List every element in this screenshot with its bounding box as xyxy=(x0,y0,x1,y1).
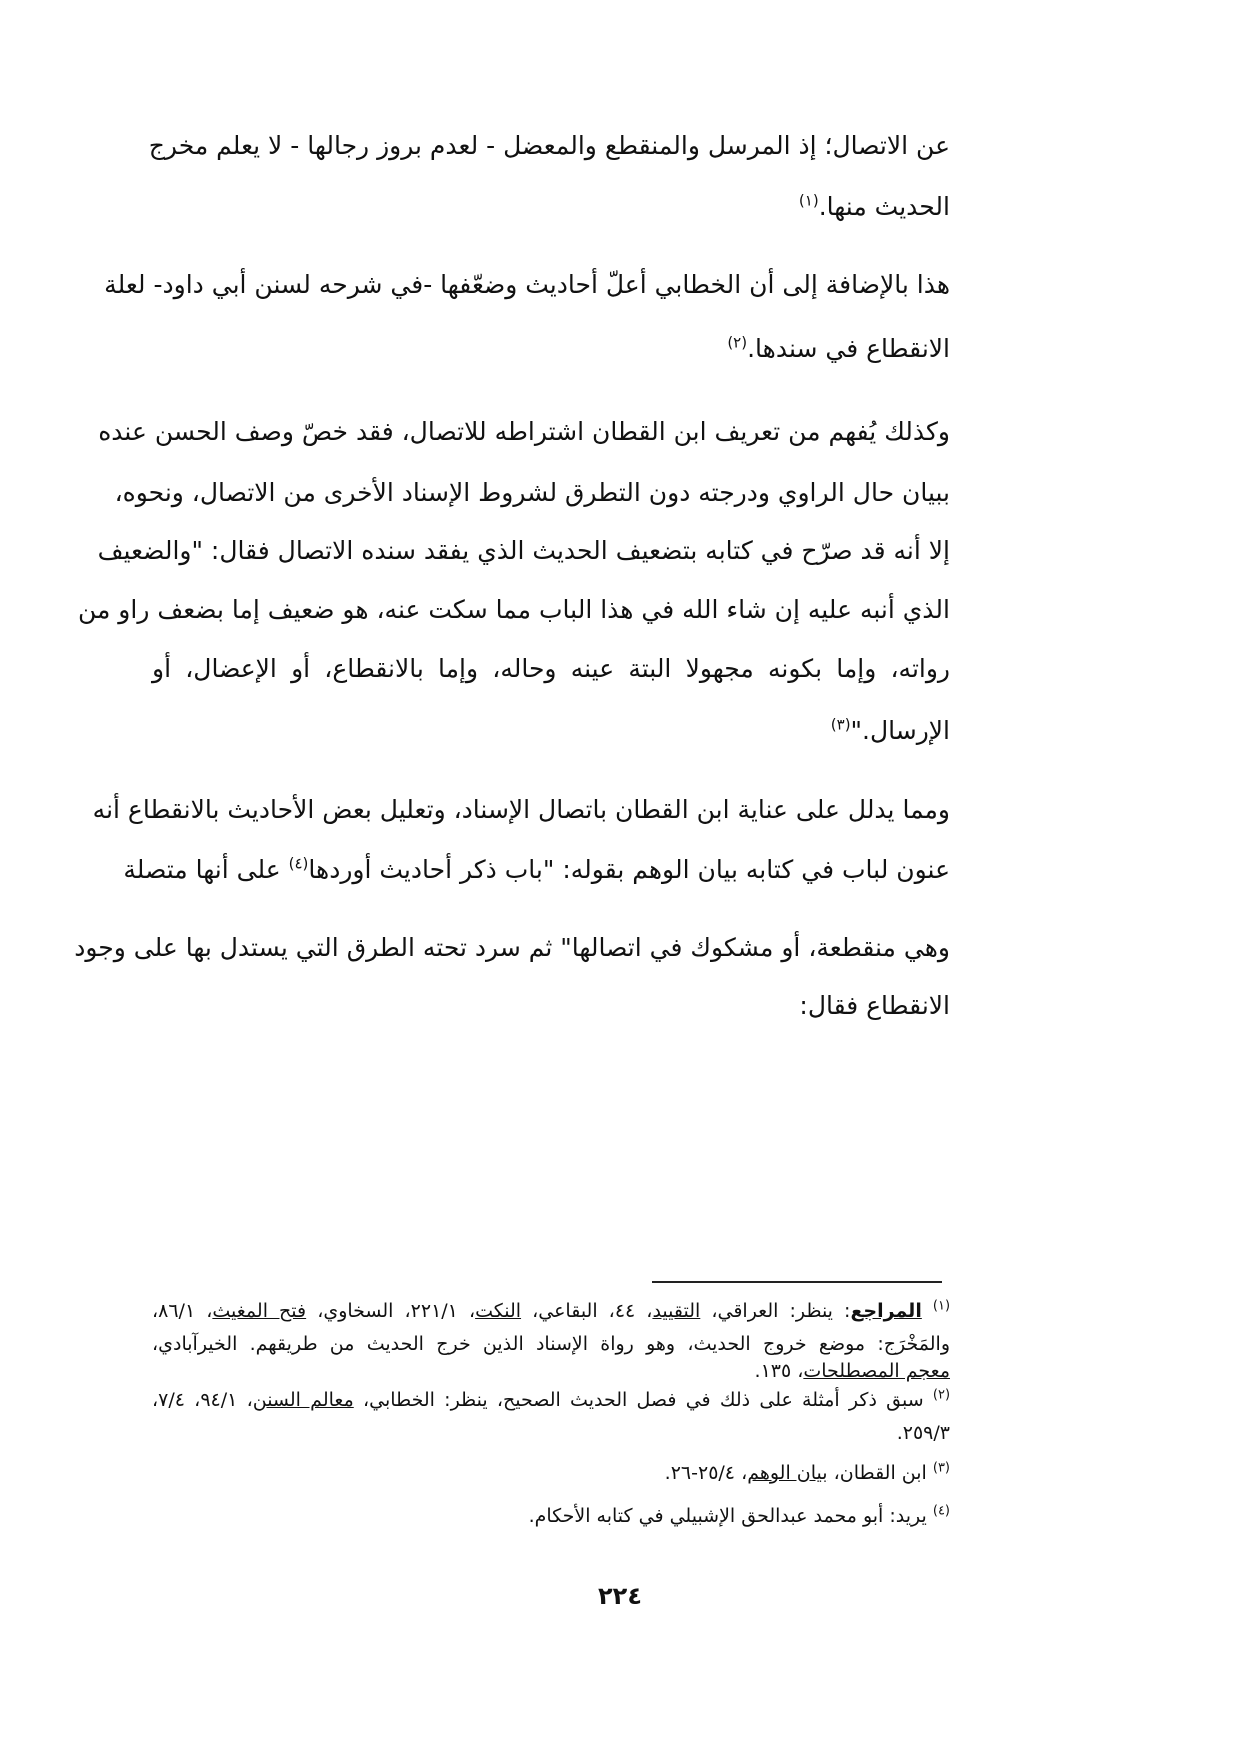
footnote-1-ref-3: فتح المغيث xyxy=(212,1300,307,1322)
paragraph-2-line-2 xyxy=(152,329,950,369)
footnote-1-ref-1: التقييد xyxy=(652,1300,701,1322)
footnote-ref-2: (٢) xyxy=(727,333,748,352)
footnote-4-mark: (٤) xyxy=(932,1503,950,1519)
footnote-1-line-1 xyxy=(152,1297,950,1325)
footnote-ref-4: (٤) xyxy=(288,854,309,873)
paragraph-3-text: الإرسال." xyxy=(850,716,950,745)
footnote-2-text-2: ، ٩٤/١، ٧/٤، xyxy=(152,1389,253,1411)
paragraph-4-text-b: على أنها متصلة xyxy=(123,855,289,884)
footnote-2-mark: (٢) xyxy=(932,1387,951,1403)
paragraph-3-line-2: ببيان حال الراوي ودرجته دون التطرق لشروط الإسناد الأخرى من الاتصال، ونحوه، xyxy=(114,478,950,507)
paragraph-2-line-1: هذا بالإضافة إلى أن الخطابي أعلّ أحاديث وضعّفها -في شرحه لسنن أبي داود- لعلة xyxy=(104,270,950,299)
footnote-3 xyxy=(152,1459,950,1487)
footnote-1-text-3: ، ٢٢١/١، السخاوي، xyxy=(306,1300,476,1322)
footnote-3-text-2: ، ٢٥/٤-٢٦. xyxy=(664,1462,748,1484)
paragraph-1-line-1: عن الاتصال؛ إذ المرسل والمنقطع والمعضل - لعدم بروز رجالها - لا يعلم مخرج xyxy=(148,131,950,160)
footnote-4-text-1: يريد: أبو محمد عبدالحق الإشبيلي في كتابه الأحكام. xyxy=(528,1505,933,1527)
footnote-1-text-4: ، ٨٦/١، xyxy=(152,1300,213,1322)
footnote-1-line-3 xyxy=(152,1357,950,1385)
paragraph-3-line-6 xyxy=(152,711,950,751)
paragraph-2-text: الانقطاع في سندها. xyxy=(747,334,950,363)
page-number: ٢٢٤ xyxy=(598,1582,642,1610)
paragraph-3-line-1: وكذلك يُفهم من تعريف ابن القطان اشتراطه للاتصال، فقد خصّ وصف الحسن عنده xyxy=(98,417,950,446)
footnote-2-line-1 xyxy=(152,1386,950,1414)
footnote-ref-3: (٣) xyxy=(830,715,851,734)
footnote-1-ref-4: معجم المصطلحات xyxy=(803,1360,950,1382)
footnote-1-ref-2: النكت xyxy=(475,1300,522,1322)
footnote-1-text-2: ، ٤٤، البقاعي، xyxy=(521,1300,653,1322)
footnote-1-text-1: : ينظر: العراقي، xyxy=(700,1300,851,1322)
footnote-ref-1: (١) xyxy=(798,191,819,210)
paragraph-4-line-2 xyxy=(123,850,950,890)
paragraph-1-text: الحديث منها. xyxy=(818,192,950,221)
footnote-3-mark: (٣) xyxy=(932,1460,950,1476)
footnote-3-text-1: ابن القطان، xyxy=(827,1462,933,1484)
footnote-4 xyxy=(152,1502,950,1530)
footnote-1-label: المراجع xyxy=(850,1300,922,1322)
paragraph-4-line-4: الانقطاع فقال: xyxy=(799,991,950,1020)
paragraph-4-text-a: عنون لباب في كتابه بيان الوهم بقوله: "باب ذكر أحاديث أوردها xyxy=(308,855,950,884)
footnote-2-text-1: سبق ذكر أمثلة على ذلك في فصل الحديث الصحيح، ينظر: الخطابي، xyxy=(353,1389,933,1411)
paragraph-3-line-5: رواته، وإما بكونه مجهولا البتة عينه وحاله، وإما بالانقطاع، أو الإعضال، أو xyxy=(152,654,950,683)
footnote-1-mark: (١) xyxy=(932,1298,951,1314)
paragraph-1-line-2 xyxy=(152,187,950,227)
footnote-separator xyxy=(652,1281,942,1283)
footnote-2-ref-1: معالم السنن xyxy=(252,1389,354,1411)
footnote-1-text-5: ، ١٣٥. xyxy=(754,1360,804,1382)
paragraph-4-line-1: ومما يدلل على عناية ابن القطان باتصال الإسناد، وتعليل بعض الأحاديث بالانقطاع أنه xyxy=(92,795,950,824)
paragraph-4-line-3: وهي منقطعة، أو مشكوك في اتصالها" ثم سرد تحته الطرق التي يستدل بها على وجود xyxy=(74,933,950,962)
paragraph-3-line-4: الذي أنبه عليه إن شاء الله في هذا الباب مما سكت عنه، هو ضعيف إما بضعف راو من xyxy=(77,595,950,624)
footnote-3-ref-1: بيان الوهم xyxy=(747,1462,828,1484)
footnote-1-line-2: والمَخْرَج: موضع خروج الحديث، وهو رواة الإسناد الذين خرج الحديث من طريقهم. الخيرآبادي، xyxy=(152,1333,950,1355)
paragraph-3-line-3: إلا أنه قد صرّح في كتابه بتضعيف الحديث الذي يفقد سنده الاتصال فقال: "والضعيف xyxy=(97,536,950,565)
footnote-2-line-2: ٢٥٩/٣. xyxy=(896,1422,950,1444)
